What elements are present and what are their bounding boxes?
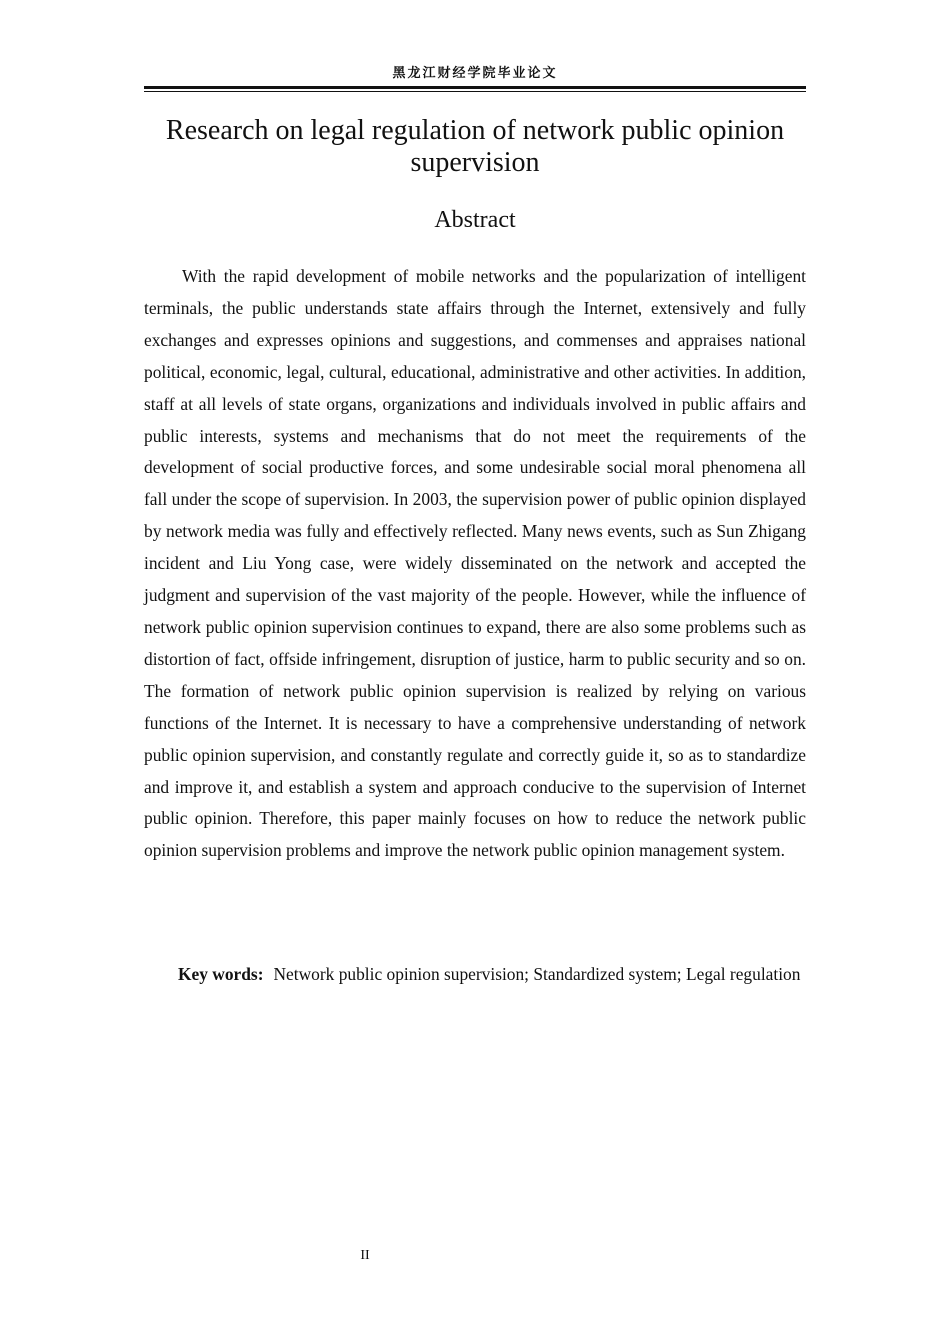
abstract-heading: Abstract (434, 207, 516, 233)
header-rule-thick (144, 86, 806, 89)
keywords-paragraph (144, 962, 806, 987)
paper-title: Research on legal regulation of network public opinion supervision (165, 115, 785, 178)
header-rule-thin (144, 91, 806, 92)
abstract-body: With the rapid development of mobile networks and the popularization of intelligent terminals, the public understands state affairs through the Internet, extensively and fully exchanges and expresses opinions and suggestions, and commenses and appraises national political, economic, legal, cultural, educational, administrative and other activities. In addition, staff at all levels of state organs, organizations and individuals involved in public affairs and public interests, systems and mechanisms that do not meet the requirements of the development of social productive forces, and some undesirable social moral phenomena all fall under the scope of supervision. In 2003, the supervision power of public opinion displayed by network media was fully and effectively reflected. Many news events, such as Sun Zhigang incident and Liu Yong case, were widely disseminated on the network and accepted the judgment and supervision of the vast majority of the people. However, while the influence of network public opinion supervision continues to expand, there are also some problems such as distortion of fact, offside infringement, disruption of justice, harm to public security and so on. The formation of network public opinion supervision is realized by relying on various functions of the Internet. It is necessary to have a comprehensive understanding of network public opinion supervision, and constantly regulate and correctly guide it, so as to standardize and improve it, and establish a system and approach conducive to the supervision of Internet public opinion. Therefore, this paper mainly focuses on how to reduce the network public opinion supervision problems and improve the network public opinion management system. (144, 266, 806, 861)
keywords-text: Network public opinion supervision; Standardized system; Legal regulation (273, 964, 801, 984)
page-number: II (360, 1248, 370, 1263)
page-header: 黑龙江财经学院毕业论文 (392, 66, 558, 81)
keywords-label: Key words: (178, 964, 264, 984)
